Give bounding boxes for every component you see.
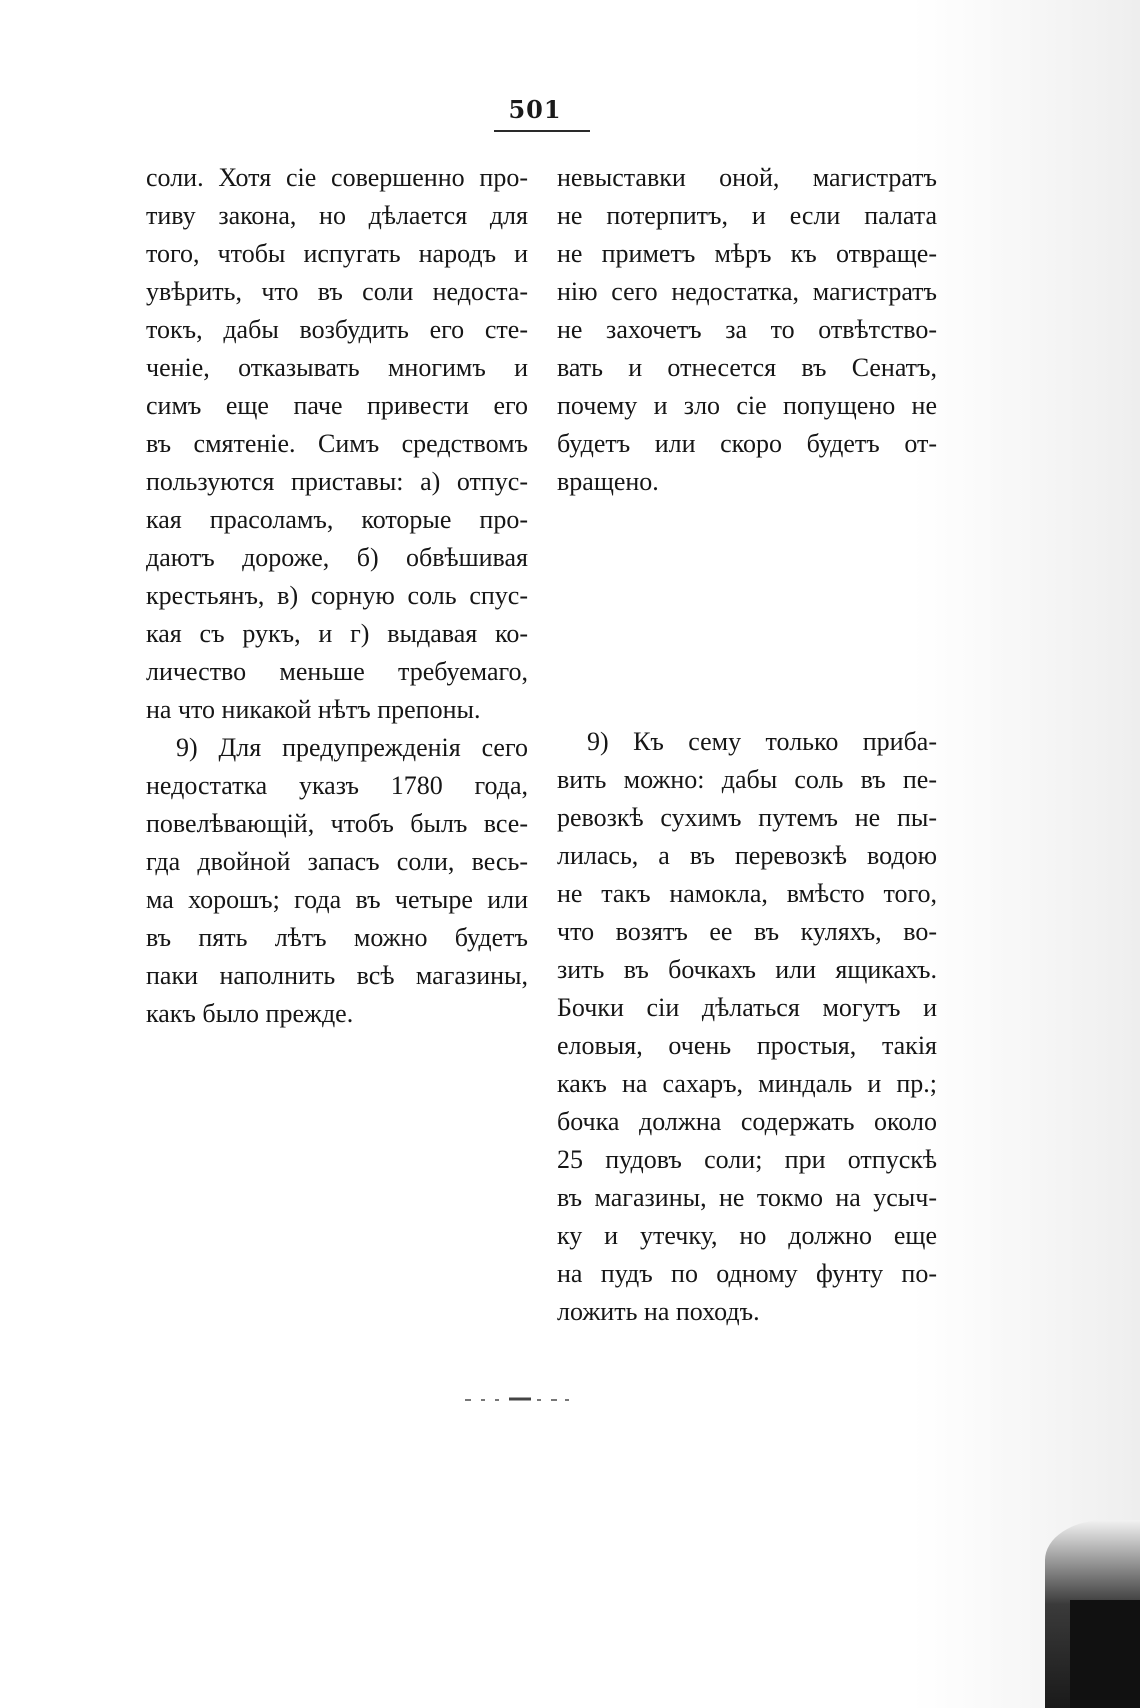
scan-shadow-core bbox=[1070, 1600, 1140, 1708]
text-line: вращено. bbox=[557, 467, 659, 496]
text-line: не потерпитъ, и если палата bbox=[557, 201, 937, 230]
text-line: повелѣвающій, чтобъ былъ все- bbox=[146, 809, 528, 838]
text-line: вать и отнесется въ Сенатъ, bbox=[557, 353, 937, 382]
right-column bbox=[557, 159, 937, 1331]
text-line: токъ, дабы возбудить его сте- bbox=[146, 315, 528, 344]
text-line: симъ еще паче привести его bbox=[146, 391, 528, 420]
text-line: въ магазины, не токмо на усыч- bbox=[557, 1183, 937, 1212]
text-line: крестьянъ, в) сорную соль спус- bbox=[146, 581, 528, 610]
text-line: бочка должна содержать около bbox=[557, 1107, 937, 1136]
text-line: ченіе, отказывать многимъ и bbox=[146, 353, 528, 382]
column-gap bbox=[557, 501, 937, 723]
text-line: недостатка указъ 1780 года, bbox=[146, 771, 528, 800]
text-line: что возятъ ее въ куляхъ, во- bbox=[557, 917, 937, 946]
page-number: 501 bbox=[508, 95, 562, 124]
text-line: почему и зло сіе попущено не bbox=[557, 391, 937, 420]
text-line: 25 пудовъ соли; при отпускѣ bbox=[557, 1145, 937, 1174]
text-line: даютъ дороже, б) обвѣшивая bbox=[146, 543, 528, 572]
text-line: зить въ бочкахъ или ящикахъ. bbox=[557, 955, 937, 984]
text-line: въ смятеніе. Симъ средствомъ bbox=[146, 429, 528, 458]
left-paragraph-1 bbox=[146, 159, 528, 729]
text-line: паки наполнить всѣ магазины, bbox=[146, 961, 528, 990]
text-line: того, чтобы испугать народъ и bbox=[146, 239, 528, 268]
text-line: личество меньше требуемаго, bbox=[146, 657, 528, 686]
text-line: лилась, а въ перевозкѣ водою bbox=[557, 841, 937, 870]
text-line: нію сего недостатка, магистратъ bbox=[557, 277, 937, 306]
text-line: на пудъ по одному фунту по- bbox=[557, 1259, 937, 1288]
page-number-rule bbox=[494, 130, 590, 132]
text-line: вить можно: дабы соль въ пе- bbox=[557, 765, 937, 794]
text-line: 9) Къ сему только приба- bbox=[587, 727, 937, 756]
text-line: невыставки оной, магистратъ bbox=[557, 163, 937, 192]
text-line: 9) Для предупрежденія сего bbox=[176, 733, 528, 762]
text-line: не такъ намокла, вмѣсто того, bbox=[557, 879, 937, 908]
text-line: не приметъ мѣръ къ отвраще- bbox=[557, 239, 937, 268]
text-line: какъ на сахаръ, миндаль и пр.; bbox=[557, 1069, 937, 1098]
text-line: будетъ или скоро будетъ от- bbox=[557, 429, 937, 458]
right-paragraph-1 bbox=[557, 159, 937, 501]
text-line: въ пять лѣтъ можно будетъ bbox=[146, 923, 528, 952]
left-column bbox=[146, 159, 528, 1033]
text-line: гда двойной запасъ соли, весь- bbox=[146, 847, 528, 876]
end-ornament bbox=[465, 1395, 605, 1405]
text-line: пользуются приставы: а) отпус- bbox=[146, 467, 528, 496]
text-line: Бочки сіи дѣлаться могутъ и bbox=[557, 993, 937, 1022]
left-paragraph-2 bbox=[146, 729, 528, 1033]
text-line: еловыя, очень простыя, такія bbox=[557, 1031, 937, 1060]
text-line: ревозкѣ сухимъ путемъ не пы- bbox=[557, 803, 937, 832]
text-line: на что никакой нѣтъ препоны. bbox=[146, 695, 481, 724]
right-paragraph-2 bbox=[557, 723, 937, 1331]
text-line: ма хорошъ; года въ четыре или bbox=[146, 885, 528, 914]
text-line: какъ было прежде. bbox=[146, 999, 354, 1028]
text-line: увѣрить, что въ соли недоста- bbox=[146, 277, 528, 306]
text-line: соли. Хотя сіе совершенно про- bbox=[146, 163, 528, 192]
text-line: кая прасоламъ, которые про- bbox=[146, 505, 528, 534]
text-line: ложить на походъ. bbox=[557, 1297, 760, 1326]
text-line: ку и утечку, но должно еще bbox=[557, 1221, 937, 1250]
text-line: тиву закона, но дѣлается для bbox=[146, 201, 528, 230]
text-line: кая съ рукъ, и г) выдавая ко- bbox=[146, 619, 528, 648]
text-line: не захочетъ за то отвѣтство- bbox=[557, 315, 937, 344]
